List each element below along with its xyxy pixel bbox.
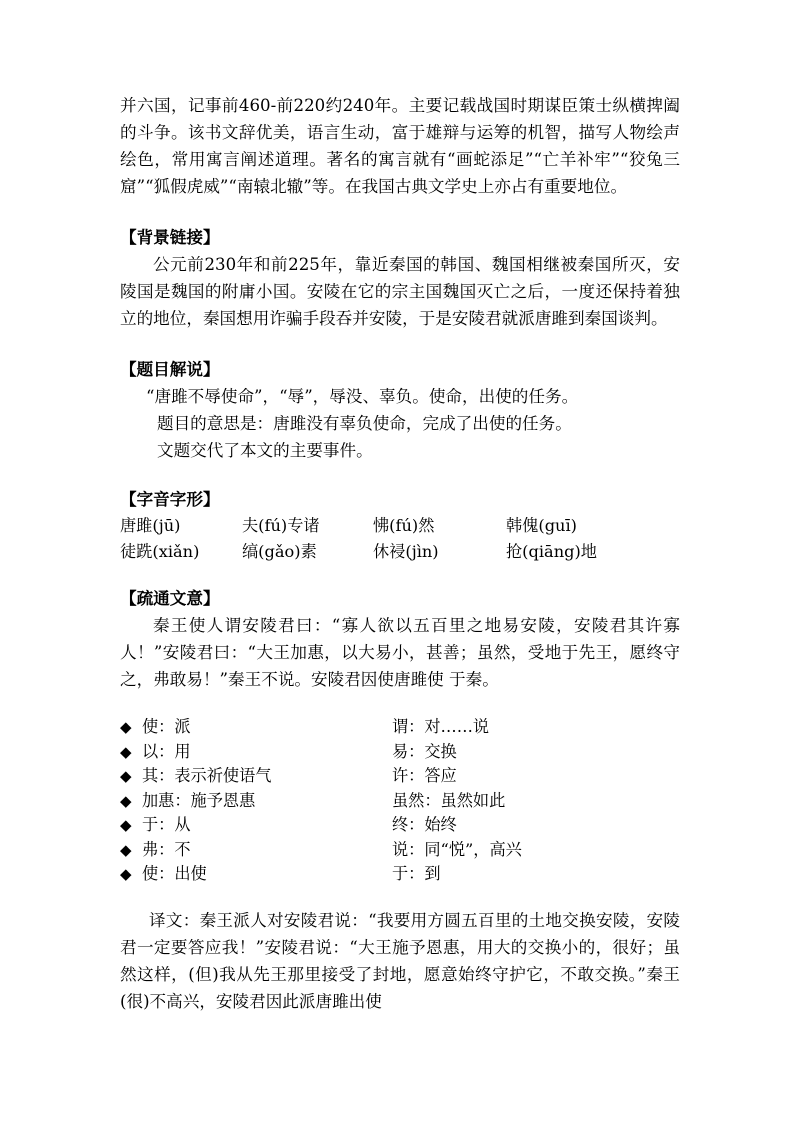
note-item: ◆ 使：出使 [120, 862, 392, 887]
black-diamond-icon: ◆ [120, 742, 132, 761]
pron-item: 休祲(jìn) [373, 542, 439, 561]
black-diamond-icon: ◆ [120, 865, 132, 883]
pronunciation-heading: 【字音字形】 [120, 490, 220, 509]
note-item: 谓：对……说 [392, 717, 490, 736]
meaning-paragraph: 秦王使人谓安陵君曰：“寡人欲以五百里之地易安陵，安陵君其许寡人！”安陵君曰：“大王加惠，以大易小，甚善；虽然，受地于先王，愿终守之，弗敢易！”秦王不说。安陵君因使唐雎使 于秦。 [120, 616, 680, 689]
pron-item: 韩傀(guī) [506, 516, 577, 535]
background-section [120, 224, 680, 332]
meaning-heading: 【疏通文意】 [120, 589, 220, 608]
title-explain-line-2: 题目的意思是：唐雎没有辜负使命，完成了出使的任务。 [157, 414, 572, 433]
black-diamond-icon: ◆ [120, 791, 132, 810]
document-page [120, 92, 680, 1015]
background-paragraph: 公元前230年和前225年，靠近秦国的韩国、魏国相继被秦国所灭，安陵国是魏国的附庸小国。安陵在它的宗主国魏国灭亡之后，一度还保持着独立的地位，秦国想用诈骗手段吞并安陵，于是安陵君就派唐雎到秦国谈判。 [120, 255, 680, 328]
pron-item: 抢(qiāng)地 [506, 542, 597, 561]
note-item: 于：到 [392, 864, 441, 883]
pron-item: 夫(fú)专诸 [242, 516, 320, 535]
note-item: 终：始终 [392, 815, 457, 834]
translation-paragraph: 译文：秦王派人对安陵君说：“我要用方圆五百里的土地交换安陵，安陵君一定要答应我！”安陵君说：“大王施予恩惠，用大的交换小的，很好；虽然这样，(但)我从先王那里接受了封地，愿意始终守护它，不敢交换。”秦王(很)不高兴，安陵君因此派唐雎出使 [120, 910, 680, 1011]
pron-item: 徒跣(xiǎn) [120, 542, 200, 561]
note-item: ◆ 使：派 [120, 715, 392, 740]
pron-item: 怫(fú)然 [373, 516, 435, 535]
black-diamond-icon: ◆ [120, 718, 132, 736]
black-diamond-icon: ◆ [120, 767, 132, 785]
title-explain-section [120, 356, 680, 464]
title-explain-line-3: 文题交代了本文的主要事件。 [157, 441, 373, 460]
title-explain-line-1: “唐雎不辱使命”，“辱”，辱没、辜负。使命，出使的任务。 [146, 387, 579, 406]
note-item: 说：同“悦”，高兴 [392, 839, 522, 859]
vocabulary-notes [120, 715, 680, 887]
black-diamond-icon: ◆ [120, 816, 132, 834]
note-item: 许：答应 [392, 766, 457, 785]
pronunciation-section [120, 486, 680, 565]
note-item: 虽然：虽然如此 [392, 790, 506, 810]
note-item: 易：交换 [392, 741, 457, 761]
note-item: ◆ 以：用 [120, 740, 392, 765]
note-item: ◆ 其：表示祈使语气 [120, 764, 392, 789]
pron-item: 缟(gǎo)素 [242, 542, 317, 561]
note-item: ◆ 弗：不 [120, 838, 392, 863]
note-item: ◆ 于：从 [120, 813, 392, 838]
meaning-section [120, 585, 680, 693]
pron-item: 唐雎(jū) [120, 516, 181, 535]
black-diamond-icon: ◆ [120, 840, 132, 859]
background-heading: 【背景链接】 [120, 228, 220, 247]
intro-paragraph: 并六国，记事前460-前220约240年。主要记载战国时期谋臣策士纵横捭阖的斗争。该书文辞优美，语言生动，富于雄辩与运筹的机智，描写人物绘声绘色，常用寓言阐述道理。著名的寓言就有“画蛇添足”“亡羊补牢”“狡兔三窟”“狐假虎威”“南辕北辙”等。在我国古典文学史上亦占有重要地位。 [120, 96, 680, 196]
pronunciation-table [120, 513, 680, 565]
title-explain-heading: 【题目解说】 [120, 360, 220, 379]
note-item: ◆ 加惠：施予恩惠 [120, 789, 392, 814]
